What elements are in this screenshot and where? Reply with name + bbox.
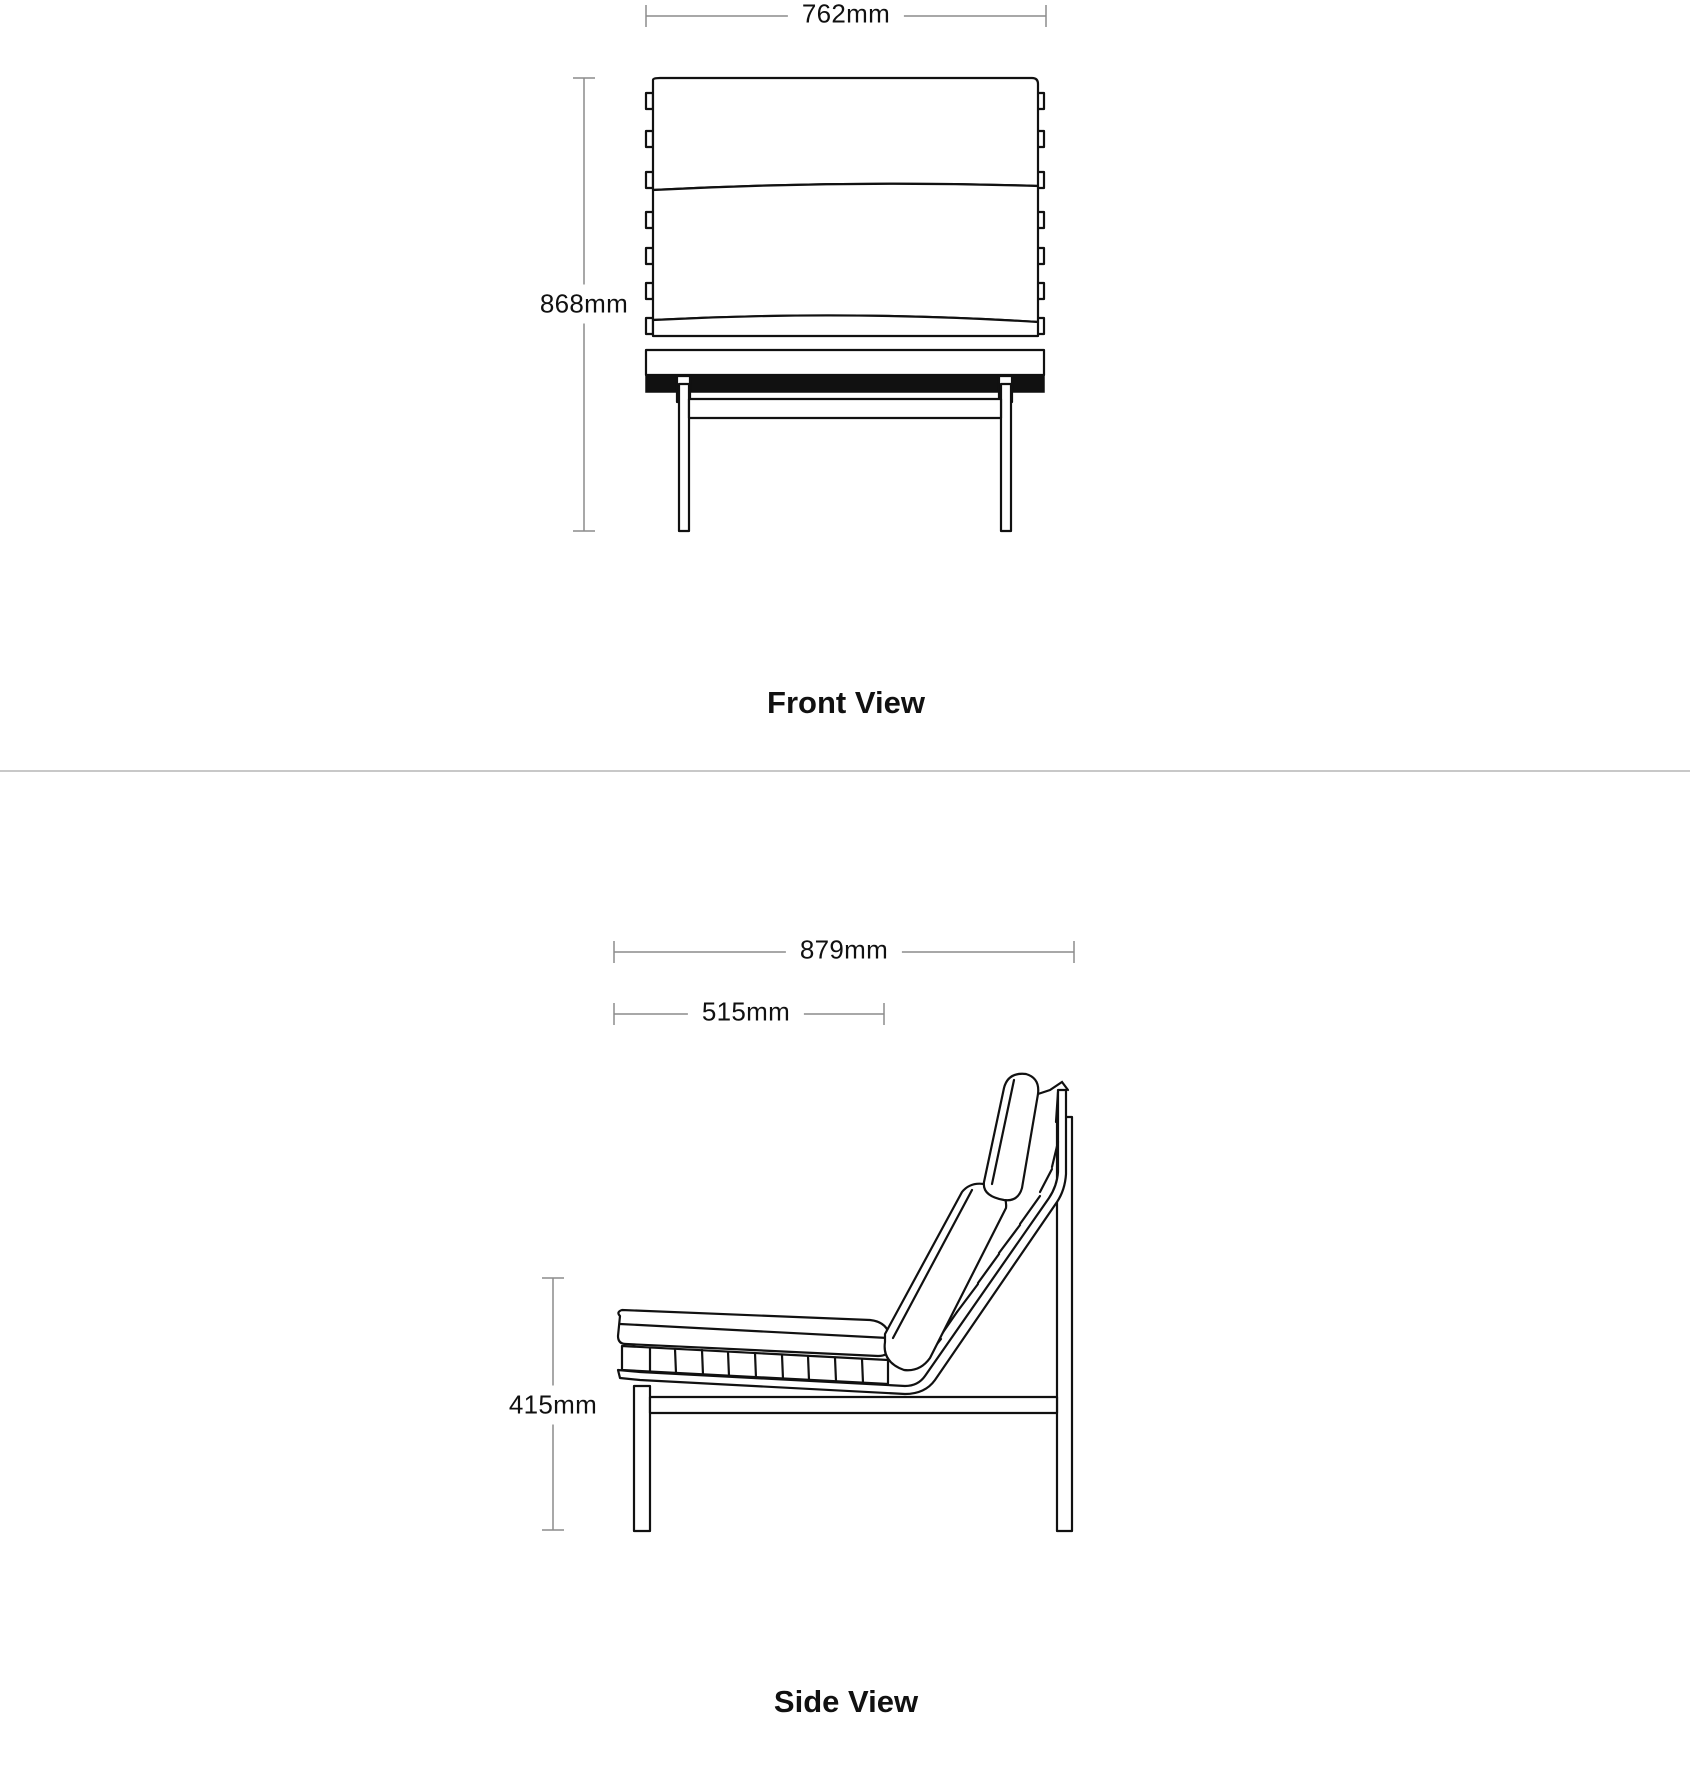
front-width-label: 762mm xyxy=(788,0,904,30)
side-seat-depth-label: 515mm xyxy=(688,997,804,1028)
side-seat-height-label: 415mm xyxy=(507,1386,599,1425)
side-chair-outline xyxy=(618,1074,1072,1531)
front-height-label: 868mm xyxy=(538,285,630,324)
side-depth-label: 879mm xyxy=(786,935,902,966)
front-view-drawing xyxy=(0,0,1690,770)
side-view-drawing xyxy=(0,772,1690,1772)
side-view-caption: Side View xyxy=(773,1684,919,1719)
front-view-caption: Front View xyxy=(767,685,925,720)
front-chair-outline xyxy=(646,78,1044,531)
